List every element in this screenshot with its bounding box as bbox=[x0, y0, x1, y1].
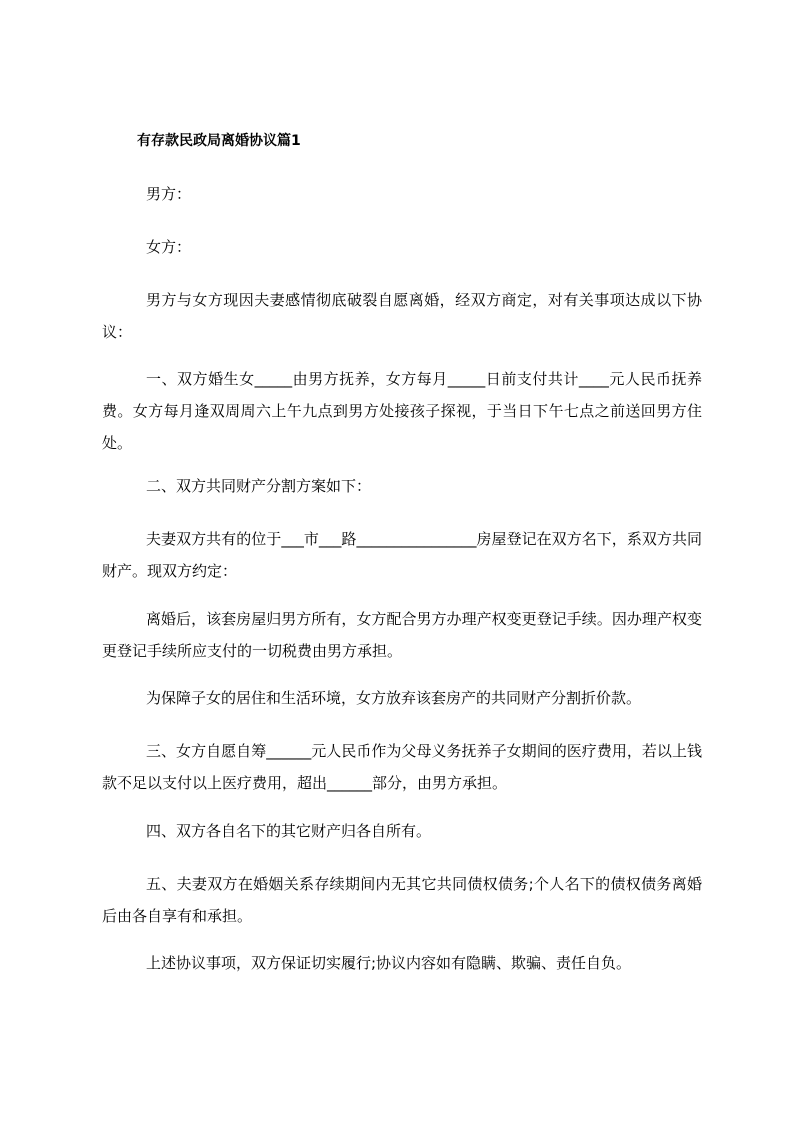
paragraph-male-party: 男方： bbox=[146, 185, 192, 203]
paragraph-clause-3: 三、女方自愿自筹______元人民币作为父母义务抚养子女期间的医疗费用，若以上钱款不足以支付以上医疗费用，超出______部分，由男方承担。 bbox=[102, 742, 702, 792]
paragraph-waiver: 为保障子女的居住和生活环境，女方放弃该套房产的共同财产分割折价款。 bbox=[146, 689, 642, 707]
paragraph-house-ownership: 离婚后，该套房屋归男方所有，女方配合男方办理产权变更登记手续。因办理产权变更登记手续所应支付的一切税费由男方承担。 bbox=[102, 610, 702, 660]
paragraph-female-party: 女方： bbox=[146, 238, 192, 256]
paragraph-clause-2: 二、双方共同财产分割方案如下： bbox=[146, 477, 372, 495]
paragraph-clause-4: 四、双方各自名下的其它财产归各自所有。 bbox=[146, 822, 432, 840]
paragraph-intro: 男方与女方现因夫妻感情彻底破裂自愿离婚，经双方商定，对有关事项达成以下协议： bbox=[102, 291, 702, 341]
paragraph-property: 夫妻双方共有的位于___市___路________________房屋登记在双方名下，系双方共同财产。现双方约定： bbox=[102, 530, 702, 580]
document-title: 有存款民政局离婚协议篇1 bbox=[137, 133, 301, 149]
paragraph-clause-5: 五、夫妻双方在婚姻关系存续期间内无其它共同债权债务;个人名下的债权债务离婚后由各自享有和承担。 bbox=[102, 875, 702, 925]
paragraph-guarantee: 上述协议事项，双方保证切实履行;协议内容如有隐瞒、欺骗、责任自负。 bbox=[146, 954, 632, 972]
paragraph-clause-1: 一、双方婚生女_____由男方抚养，女方每月_____日前支付共计____元人民币抚养费。女方每月逢双周周六上午九点到男方处接孩子探视，于当日下午七点之前送回男方住处。 bbox=[102, 370, 702, 452]
